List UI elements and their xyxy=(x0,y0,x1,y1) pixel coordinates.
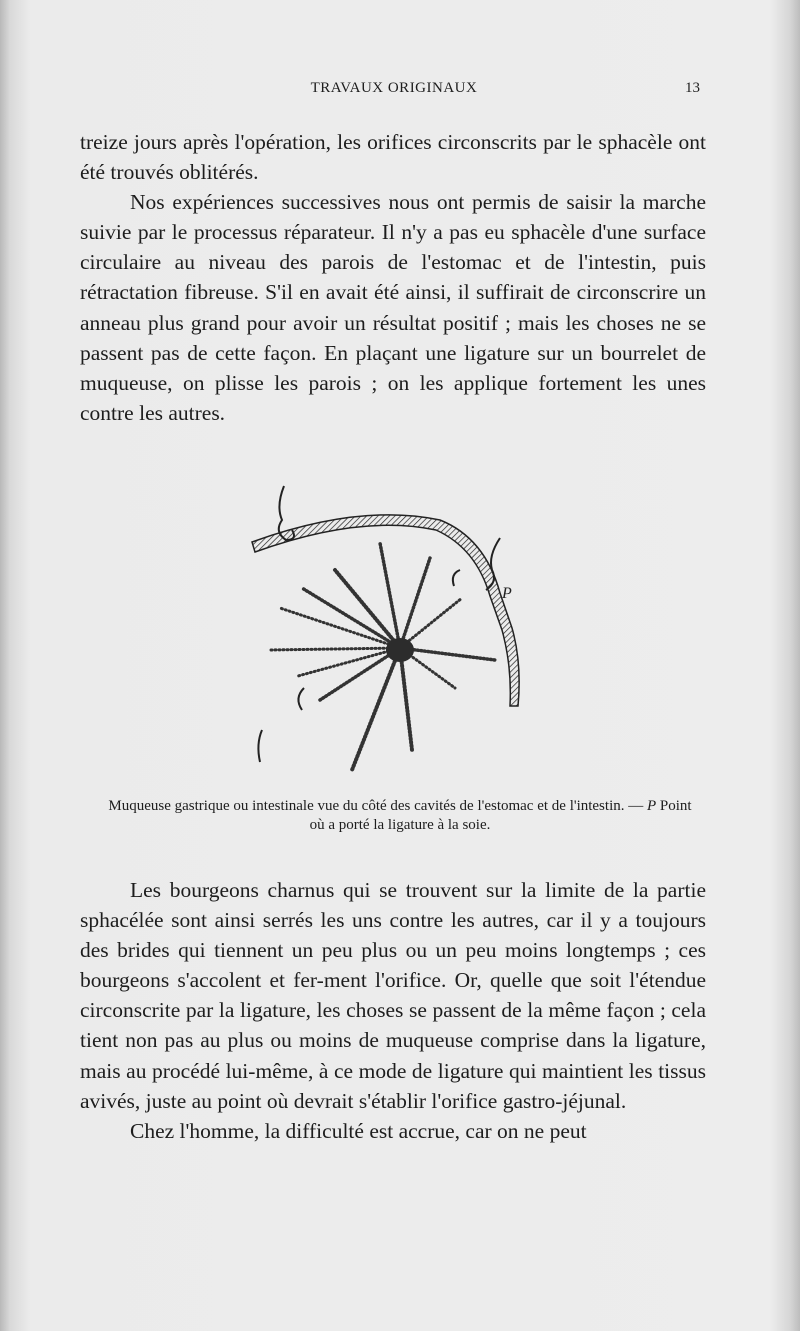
suture-thread xyxy=(258,730,262,762)
caption-text: Point où a porté la ligature à la soie. xyxy=(309,798,692,833)
body-text-top xyxy=(80,127,706,428)
suture-thread xyxy=(298,688,304,710)
paragraph: Nos expériences successives nous ont permis de saisir la marche suivie par le processus réparateur. Il n'y a pas eu sphacèle d'une surface circulaire au niveau des parois de l'estomac et de l'intestin, puis rétractation fibreuse. S'il en avait été ainsi, il suffirait de circonscrire un anneau plus grand pour avoir un résultat positif ; mais les choses ne se passent pas de cette façon. En plaçant une ligature sur un bourrelet de muqueuse, on plisse les parois ; on les applique fortement les unes contre les autres. xyxy=(80,190,706,425)
wall-band xyxy=(252,515,519,706)
mucosal-folds xyxy=(270,543,495,770)
running-title: TRAVAUX ORIGINAUX xyxy=(310,80,478,96)
figure-caption xyxy=(100,797,700,835)
suture-thread xyxy=(453,570,460,586)
running-head xyxy=(80,80,708,102)
paragraph: Chez l'homme, la difficulté est accrue, car on ne peut xyxy=(130,1118,587,1143)
body-text-bottom xyxy=(80,875,706,1146)
paragraph: Les bourgeons charnus qui se trouvent sur la limite de la partie sphacélée sont ainsi serrés les uns contre les autres, car il y a toujours des brides qui tiennent un peu plus ou un peu moins longtemps ; ces bourgeons s'accolent et fer-ment l'orifice. Or, quelle que soit l'étendue circonscrite par la ligature, les choses se passent de la même façon ; cela tient non pas au plus ou moins de muqueuse comprise dans la ligature, mais au procédé lui-même, à ce mode de ligature qui maintient les tissus avivés, juste au point où devrait s'établir l'orifice gastro-jéjunal. xyxy=(80,878,706,1113)
ligature-point xyxy=(386,638,414,662)
paragraph: treize jours après l'opération, les orifices circonscrits par le sphacèle ont été trouvés oblitérés. xyxy=(80,130,706,185)
caption-text: Muqueuse gastrique ou intestinale vue du côté des cavités de l'estomac et de l'intestin. — xyxy=(108,798,647,814)
mucosa-illustration xyxy=(240,478,540,783)
figure-label-p: P xyxy=(502,585,512,602)
page-number: 13 xyxy=(685,80,700,96)
caption-letter: P xyxy=(646,798,657,814)
